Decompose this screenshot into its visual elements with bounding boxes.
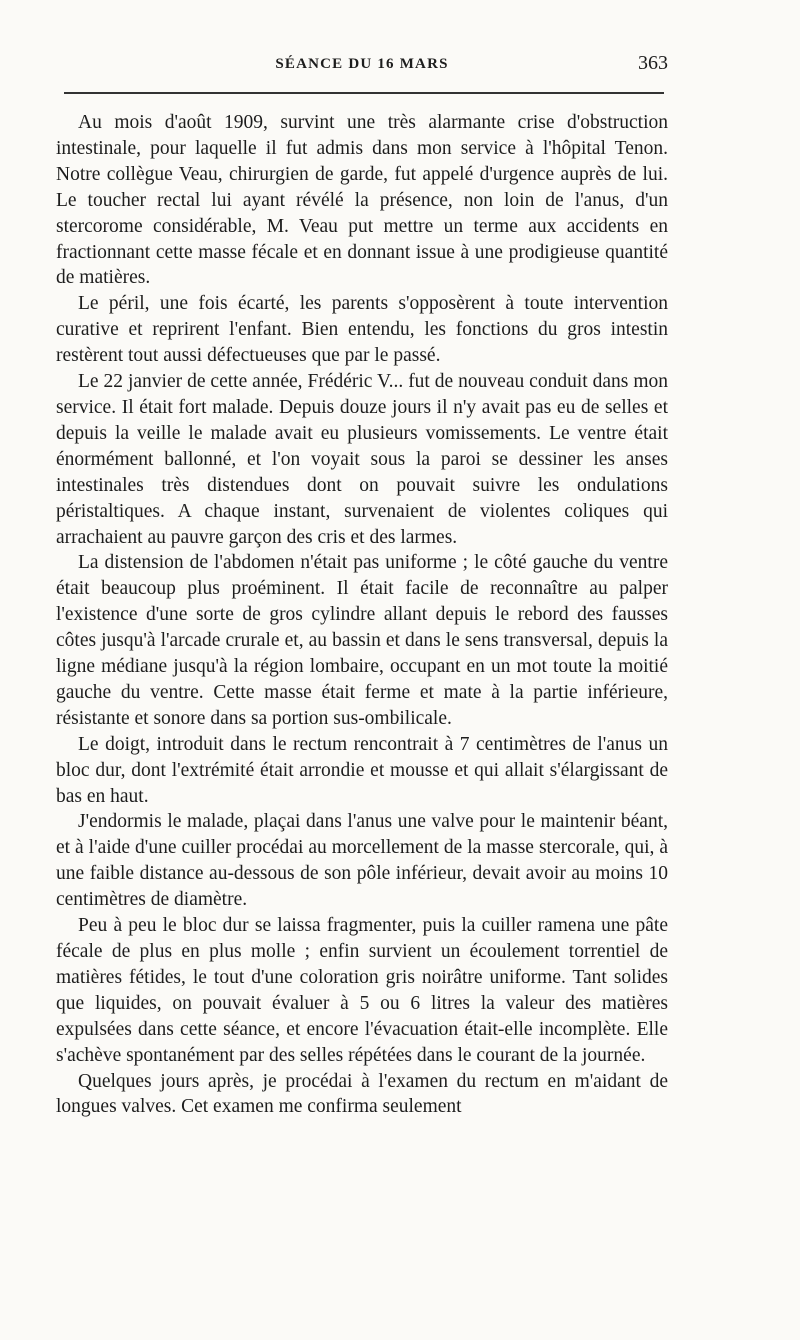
paragraph: Quelques jours après, je procédai à l'examen du rectum en m'aidant de longues valves. Cet examen me confirma seulement <box>56 1070 668 1118</box>
paragraph: Au mois d'août 1909, survint une très alarmante crise d'obstruction intestinale, pour laquelle il fut admis dans mon service à l'hôpital Tenon. Notre collègue Veau, chirurgien de garde, fut appelé d'urgence auprès de lui. Le toucher rectal lui ayant révélé la présence, non loin de l'anus, d'un stercorome considérable, M. Veau put mettre un terme aux accidents en fractionnant cette masse fécale et en donnant issue à une prodigieuse quantité de matières. <box>56 112 668 289</box>
paragraph: Peu à peu le bloc dur se laissa fragmenter, puis la cuiller ramena une pâte fécale de plus en plus molle ; enfin survient un écoulement torrentiel de matières fétides, le tout d'une coloration gris noirâtre uniforme. Tant solides que liquides, on pouvait évaluer à 5 ou 6 litres la valeur des matières expulsées dans cette séance, et encore l'évacuation était-elle incomplète. Elle s'achève spontanément par des selles répétées dans le courant de la journée. <box>56 915 668 1066</box>
page-number: 363 <box>638 52 668 74</box>
page-header <box>56 50 668 78</box>
running-title: SÉANCE DU 16 MARS <box>275 56 449 72</box>
body-text <box>56 110 668 1120</box>
header-rule <box>64 92 664 94</box>
paragraph: Le péril, une fois écarté, les parents s'opposèrent à toute intervention curative et reprirent l'enfant. Bien entendu, les fonctions du gros intestin restèrent tout aussi défectueuses que par le passé. <box>56 293 668 367</box>
paragraph: J'endormis le malade, plaçai dans l'anus une valve pour le maintenir béant, et à l'aide d'une cuiller procédai au morcellement de la masse stercorale, qui, à une faible distance au-dessous de son pôle inférieur, devait avoir au moins 10 centimètres de diamètre. <box>56 811 668 911</box>
paragraph: Le doigt, introduit dans le rectum rencontrait à 7 centimètres de l'anus un bloc dur, dont l'extrémité était arrondie et mousse et qui allait s'élargissant de bas en haut. <box>56 733 668 807</box>
document-page <box>56 0 668 1340</box>
paragraph: La distension de l'abdomen n'était pas uniforme ; le côté gauche du ventre était beaucoup plus proéminent. Il était facile de reconnaître au palper l'existence d'une sorte de gros cylindre allant depuis le rebord des fausses côtes jusqu'à l'arcade crurale et, au bassin et dans le sens transversal, depuis la ligne médiane jusqu'à la région lombaire, occupant en un mot toute la moitié gauche du ventre. Cette masse était ferme et mate à la partie inférieure, résistante et sonore dans sa portion sus-ombilicale. <box>56 552 668 729</box>
paragraph: Le 22 janvier de cette année, Frédéric V... fut de nouveau conduit dans mon service. Il était fort malade. Depuis douze jours il n'y avait pas eu de selles et depuis la veille le malade avait eu plusieurs vomissements. Le ventre était énormément ballonné, et l'on voyait sous la paroi se dessiner les anses intestinales très distendues dont on pouvait suivre les ondulations péristaltiques. A chaque instant, survenaient de violentes coliques qui arrachaient au pauvre garçon des cris et des larmes. <box>56 371 668 548</box>
